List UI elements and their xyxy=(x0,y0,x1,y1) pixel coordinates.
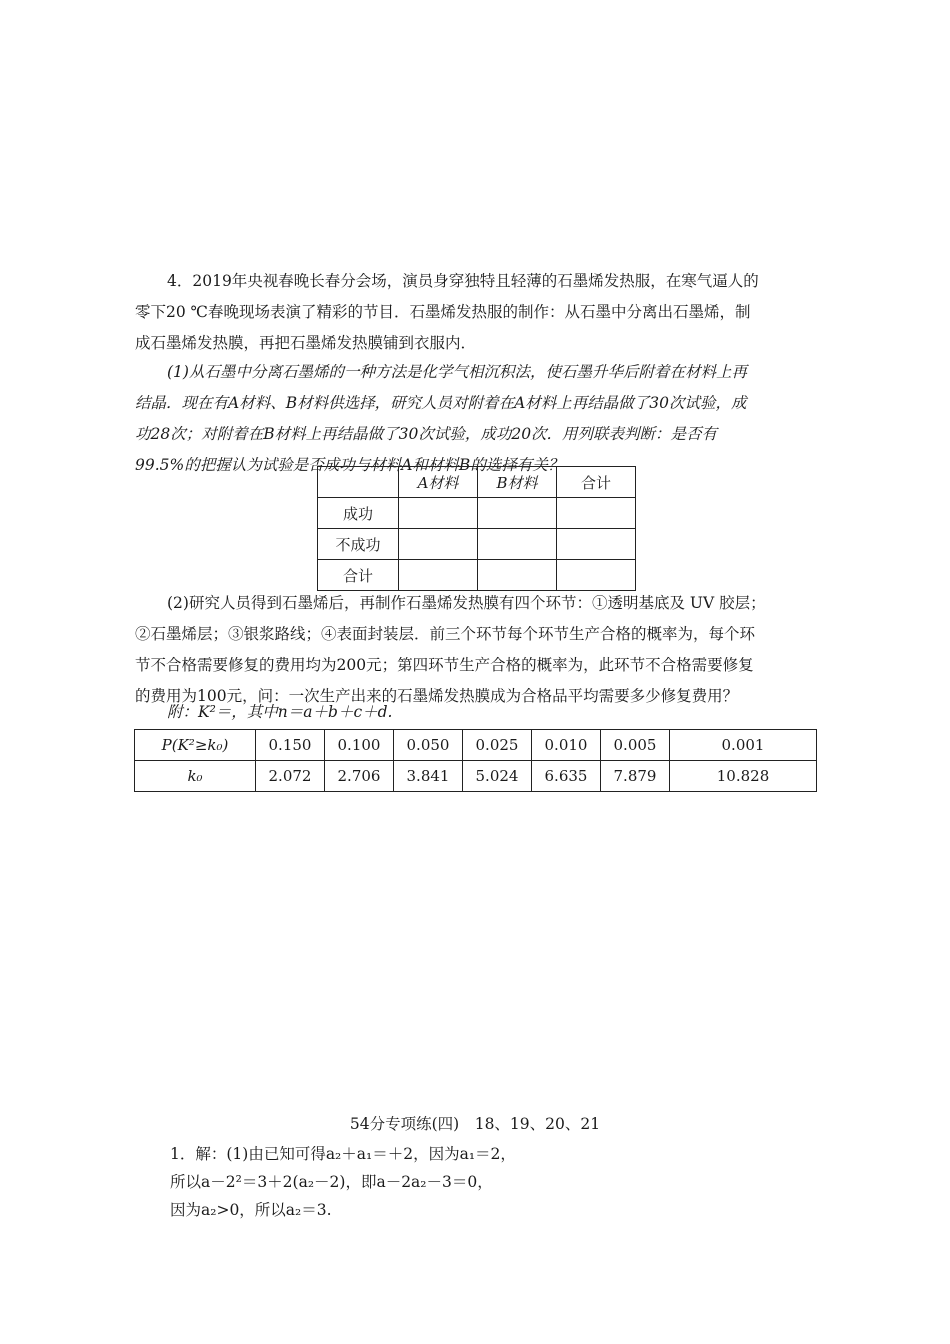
table-cell: 0.150 xyxy=(256,730,325,761)
table-cell xyxy=(399,560,478,591)
table-cell: 7.879 xyxy=(601,761,670,792)
table-cell xyxy=(478,498,557,529)
table-cell: 合计 xyxy=(557,467,636,498)
table-cell: 合计 xyxy=(318,560,399,591)
table-cell: A材料 xyxy=(399,467,478,498)
intro-line: 零下20 ℃春晚现场表演了精彩的节目．石墨烯发热服的制作：从石墨中分离出石墨烯，制 xyxy=(135,303,751,321)
answer-line: 1．解：(1)由已知可得a₂＋a₁＝＋2，因为a₁＝2， xyxy=(170,1145,516,1163)
answer-line: 因为a₂>0，所以a₂＝3. xyxy=(170,1201,332,1219)
table-cell: 3.841 xyxy=(394,761,463,792)
table-cell xyxy=(318,467,399,498)
table-cell: 0.025 xyxy=(463,730,532,761)
table-row xyxy=(318,467,636,498)
table-cell xyxy=(399,498,478,529)
table-row xyxy=(135,761,817,792)
appendix-text: 附：K²＝，其中n＝a＋b＋c＋d. xyxy=(167,703,393,721)
part2-line: 节不合格需要修复的费用均为200元；第四环节生产合格的概率为，此环节不合格需要修复 xyxy=(135,656,754,674)
table-cell: 0.050 xyxy=(394,730,463,761)
contingency-table xyxy=(317,466,636,591)
table-cell xyxy=(478,529,557,560)
table-cell: k₀ xyxy=(135,761,256,792)
probability-table xyxy=(134,729,817,792)
intro-line: 4．2019年央视春晚长春分会场，演员身穿独特且轻薄的石墨烯发热服，在寒气逼人的 xyxy=(167,272,759,290)
table-cell: B材料 xyxy=(478,467,557,498)
table-row xyxy=(318,560,636,591)
appendix xyxy=(135,697,819,728)
part1-line: 功28次；对附着在B材料上再结晶做了30次试验，成功20次．用列联表判断：是否有 xyxy=(135,425,718,443)
table-cell xyxy=(557,498,636,529)
table-cell: 2.072 xyxy=(256,761,325,792)
table-row xyxy=(318,529,636,560)
table-cell: P(K²≥k₀) xyxy=(135,730,256,761)
table-row xyxy=(135,730,817,761)
part2-line: 的费用为100元，问：一次生产出来的石墨烯发热膜成为合格品平均需要多少修复费用？ xyxy=(135,687,739,705)
table-cell: 0.001 xyxy=(670,730,817,761)
table-cell xyxy=(478,560,557,591)
answer-section-title: 54分专项练(四) 18、19、20、21 xyxy=(349,1115,601,1133)
table-cell: 10.828 xyxy=(670,761,817,792)
table-cell xyxy=(399,529,478,560)
table-cell xyxy=(557,560,636,591)
table-cell xyxy=(557,529,636,560)
part1-line: 99.5%的把握认为试验是否成功与材料A和材料B的选择有关？ xyxy=(135,456,564,474)
part2-line: ②石墨烯层；③银浆路线；④表面封装层．前三个环节每个环节生产合格的概率为，每个环 xyxy=(135,625,756,643)
table-cell: 0.005 xyxy=(601,730,670,761)
table-cell: 0.100 xyxy=(325,730,394,761)
table-cell: 不成功 xyxy=(318,529,399,560)
question-part1 xyxy=(135,357,819,481)
answer-line: 所以a－2²＝3＋2(a₂－2)，即a－2a₂－3＝0， xyxy=(170,1173,493,1191)
table-cell: 2.706 xyxy=(325,761,394,792)
table-cell: 5.024 xyxy=(463,761,532,792)
part1-line: (1)从石墨中分离石墨烯的一种方法是化学气相沉积法，使石墨升华后附着在材料上再 xyxy=(167,363,747,381)
question-part2 xyxy=(135,588,819,712)
table-cell: 6.635 xyxy=(532,761,601,792)
question-intro xyxy=(135,266,819,359)
table-cell: 0.010 xyxy=(532,730,601,761)
intro-line: 成石墨烯发热膜，再把石墨烯发热膜铺到衣服内． xyxy=(135,334,477,352)
part1-line: 结晶．现在有A材料、B材料供选择，研究人员对附着在A材料上再结晶做了30次试验，成 xyxy=(135,394,747,412)
table-cell: 成功 xyxy=(318,498,399,529)
part2-line: (2)研究人员得到石墨烯后，再制作石墨烯发热膜有四个环节：①透明基底及 UV 胶层； xyxy=(167,594,766,612)
table-row xyxy=(318,498,636,529)
